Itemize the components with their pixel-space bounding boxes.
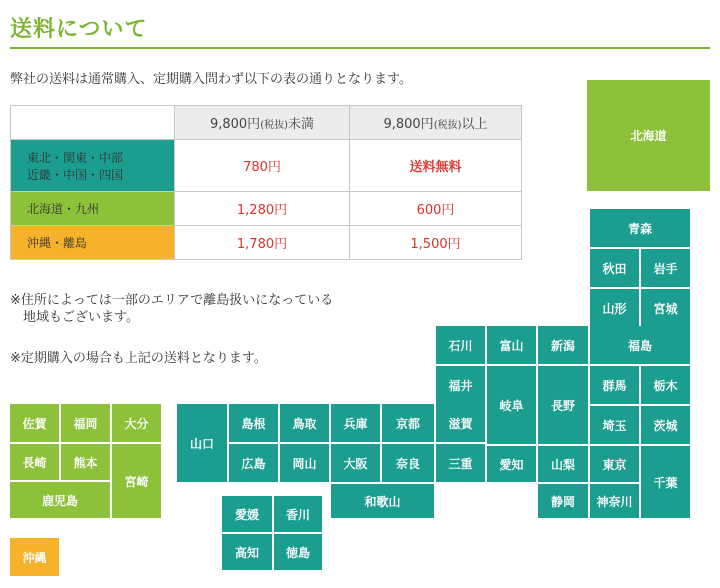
region-label: 近畿・中国・四国 — [27, 167, 124, 182]
pref-hiroshima: 広島 — [229, 444, 278, 482]
header-price: 9,800円 — [383, 117, 434, 132]
pref-nara: 奈良 — [382, 444, 434, 482]
pref-okayama: 岡山 — [280, 444, 329, 482]
table-row — [11, 226, 522, 260]
table-row — [11, 192, 522, 226]
pref-shiga: 滋賀 — [436, 404, 485, 442]
header-tax-note: (税抜) — [433, 120, 462, 131]
pref-yamagata: 山形 — [590, 289, 639, 327]
pref-yamaguchi: 山口 — [177, 404, 227, 482]
pref-hyogo: 兵庫 — [331, 404, 380, 442]
pref-nagasaki: 長崎 — [10, 444, 59, 480]
pref-oita: 大分 — [112, 404, 161, 442]
price-under-cell: 780円 — [175, 140, 350, 192]
pref-yamanashi: 山梨 — [538, 446, 588, 482]
pref-toyama: 富山 — [487, 326, 536, 364]
pref-saga: 佐賀 — [10, 404, 59, 442]
pref-fukushima: 福島 — [590, 326, 690, 364]
pref-niigata: 新潟 — [538, 326, 588, 364]
pref-tokushima: 徳島 — [274, 534, 322, 570]
header-suffix: 以上 — [461, 117, 488, 132]
note-line: ※住所によっては一部のエリアで離島扱いになっている — [10, 293, 334, 308]
pref-shizuoka: 静岡 — [538, 484, 588, 518]
title-divider — [10, 47, 710, 49]
pref-aomori: 青森 — [590, 209, 690, 247]
pref-gifu: 岐阜 — [487, 366, 536, 444]
pref-akita: 秋田 — [590, 249, 639, 287]
pref-kyoto: 京都 — [382, 404, 434, 442]
pref-hokkaido: 北海道 — [587, 80, 710, 191]
intro-text: 弊社の送料は通常購入、定期購入問わず以下の表の通りとなります。 — [10, 72, 412, 87]
pref-kanagawa: 神奈川 — [590, 484, 639, 518]
pref-tochigi: 栃木 — [641, 366, 690, 404]
pref-miyazaki: 宮崎 — [112, 444, 161, 518]
pref-ishikawa: 石川 — [436, 326, 485, 364]
page-title: 送料について — [10, 17, 148, 42]
header-under-threshold — [175, 106, 350, 140]
pref-okinawa: 沖縄 — [10, 538, 59, 576]
pref-tokyo: 東京 — [590, 446, 639, 482]
pref-kochi: 高知 — [222, 534, 272, 570]
pref-nagano: 長野 — [538, 366, 588, 444]
header-price: 9,800円 — [209, 117, 261, 132]
pref-miyagi: 宮城 — [641, 289, 690, 327]
pref-kumamoto: 熊本 — [61, 444, 110, 480]
pref-aichi: 愛知 — [487, 446, 536, 482]
pref-wakayama: 和歌山 — [331, 484, 434, 518]
table-row — [11, 140, 522, 192]
price-under-cell: 1,780円 — [175, 226, 350, 260]
region-cell-okinawa-islands: 沖縄・離島 — [11, 226, 175, 260]
region-cell-hokkaido-kyushu: 北海道・九州 — [11, 192, 175, 226]
pref-kagawa: 香川 — [274, 496, 322, 532]
shipping-fee-table — [10, 105, 522, 260]
price-under-cell: 1,280円 — [175, 192, 350, 226]
header-tax-note: (税抜) — [260, 120, 288, 131]
header-over-threshold — [350, 106, 522, 140]
pref-saitama: 埼玉 — [590, 406, 639, 444]
pref-gunma: 群馬 — [590, 366, 639, 404]
price-over-cell: 600円 — [350, 192, 522, 226]
pref-tottori: 鳥取 — [280, 404, 329, 442]
region-cell-honshu — [11, 140, 175, 192]
pref-kagoshima: 鹿児島 — [10, 482, 110, 518]
pref-shimane: 島根 — [229, 404, 278, 442]
region-label: 東北・関東・中部 — [27, 150, 124, 165]
table-corner-cell — [11, 106, 175, 140]
pref-chiba: 千葉 — [641, 446, 690, 518]
pref-ibaraki: 茨城 — [641, 406, 690, 444]
price-over-cell: 1,500円 — [350, 226, 522, 260]
header-suffix: 未満 — [288, 117, 315, 132]
pref-mie: 三重 — [436, 444, 485, 482]
pref-iwate: 岩手 — [641, 249, 690, 287]
subscription-note: ※定期購入の場合も上記の送料となります。 — [10, 351, 267, 366]
pref-osaka: 大阪 — [331, 444, 380, 482]
pref-ehime: 愛媛 — [222, 496, 272, 532]
remote-island-note — [10, 292, 333, 326]
pref-fukui: 福井 — [436, 366, 485, 404]
pref-fukuoka: 福岡 — [61, 404, 110, 442]
note-line: 地域もございます。 — [10, 310, 139, 325]
price-over-cell: 送料無料 — [350, 140, 522, 192]
table-header-row — [11, 106, 522, 140]
